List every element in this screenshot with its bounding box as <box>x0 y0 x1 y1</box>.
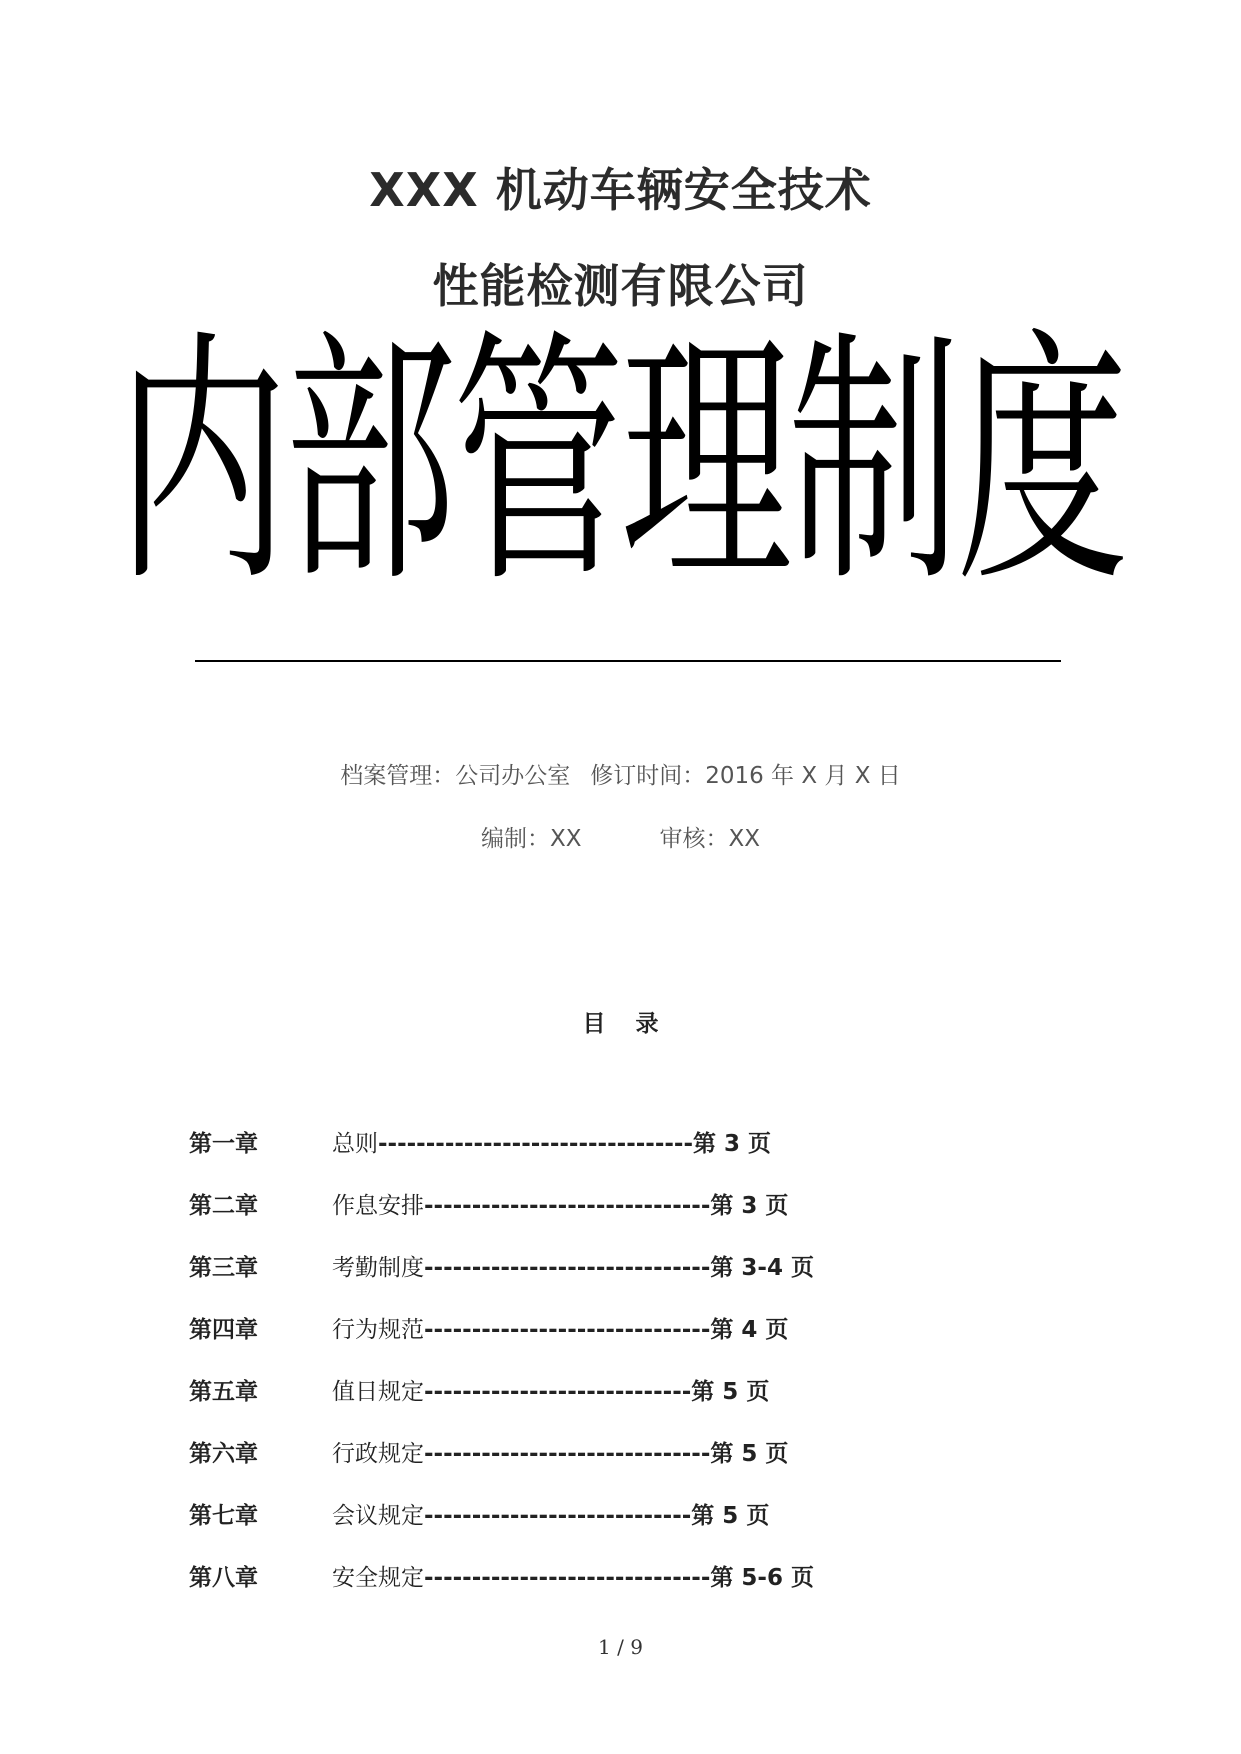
toc-leader: ------------------------------ <box>424 1317 711 1343</box>
archive-revision-line <box>0 757 1241 790</box>
horizontal-divider <box>195 660 1061 662</box>
toc-chapter-name: 考勤制度 <box>332 1255 424 1281</box>
toc-page-ref: 第 3 页 <box>693 1131 772 1157</box>
archive-label: 档案管理：公司办公室 <box>340 763 571 789</box>
toc-chapter-label: 第六章 <box>189 1441 258 1467</box>
toc-item <box>189 1559 814 1621</box>
toc-page-ref: 第 3 页 <box>710 1193 789 1219</box>
toc-leader: ---------------------------- <box>424 1379 692 1405</box>
toc-chapter-name: 安全规定 <box>332 1565 424 1591</box>
toc-chapter-label: 第三章 <box>189 1255 258 1281</box>
toc-leader: ------------------------------ <box>424 1441 711 1467</box>
toc-item <box>189 1435 814 1497</box>
document-title <box>0 322 1241 612</box>
document-title-text: 内部管理制度 <box>116 322 1125 612</box>
toc-leader: ---------------------------- <box>424 1503 692 1529</box>
toc-page-ref: 第 5 页 <box>710 1441 789 1467</box>
toc-item <box>189 1311 814 1373</box>
revision-label: 修订时间：2016 年 X 月 X 日 <box>590 763 901 789</box>
toc-leader: ------------------------------ <box>424 1193 711 1219</box>
toc-item <box>189 1187 814 1249</box>
toc-item <box>189 1249 814 1311</box>
toc-chapter-label: 第八章 <box>189 1565 258 1591</box>
toc-chapter-name: 行为规范 <box>332 1317 424 1343</box>
toc-item <box>189 1373 814 1435</box>
toc-leader: ------------------------------ <box>424 1565 711 1591</box>
toc-chapter-label: 第七章 <box>189 1503 258 1529</box>
toc-item <box>189 1125 814 1187</box>
toc-chapter-name: 行政规定 <box>332 1441 424 1467</box>
toc-chapter-name: 值日规定 <box>332 1379 424 1405</box>
toc-page-ref: 第 3-4 页 <box>710 1255 814 1281</box>
toc-page-ref: 第 4 页 <box>710 1317 789 1343</box>
toc-page-ref: 第 5 页 <box>691 1503 770 1529</box>
toc-chapter-name: 会议规定 <box>332 1503 424 1529</box>
reviewer-label: 审核：XX <box>659 826 761 852</box>
toc-leader: ------------------------------ <box>424 1255 711 1281</box>
toc-item <box>189 1497 814 1559</box>
toc-chapter-name: 作息安排 <box>332 1193 424 1219</box>
company-name-line2: 性能检测有限公司 <box>432 259 809 313</box>
toc-heading: 目录 <box>582 1011 689 1037</box>
toc-page-ref: 第 5-6 页 <box>710 1565 814 1591</box>
page-indicator: 1 / 9 <box>598 1635 643 1659</box>
editor-label: 编制：XX <box>480 826 582 852</box>
toc-chapter-label: 第一章 <box>189 1131 258 1157</box>
toc-chapter-label: 第五章 <box>189 1379 258 1405</box>
toc-chapter-name: 总则 <box>332 1131 378 1157</box>
editor-reviewer-line <box>0 820 1241 853</box>
table-of-contents <box>189 1125 814 1621</box>
toc-chapter-label: 第四章 <box>189 1317 258 1343</box>
company-name-line1: XXX 机动车辆安全技术 <box>369 163 872 217</box>
toc-chapter-label: 第二章 <box>189 1193 258 1219</box>
toc-page-ref: 第 5 页 <box>691 1379 770 1405</box>
toc-leader: --------------------------------- <box>378 1131 694 1157</box>
